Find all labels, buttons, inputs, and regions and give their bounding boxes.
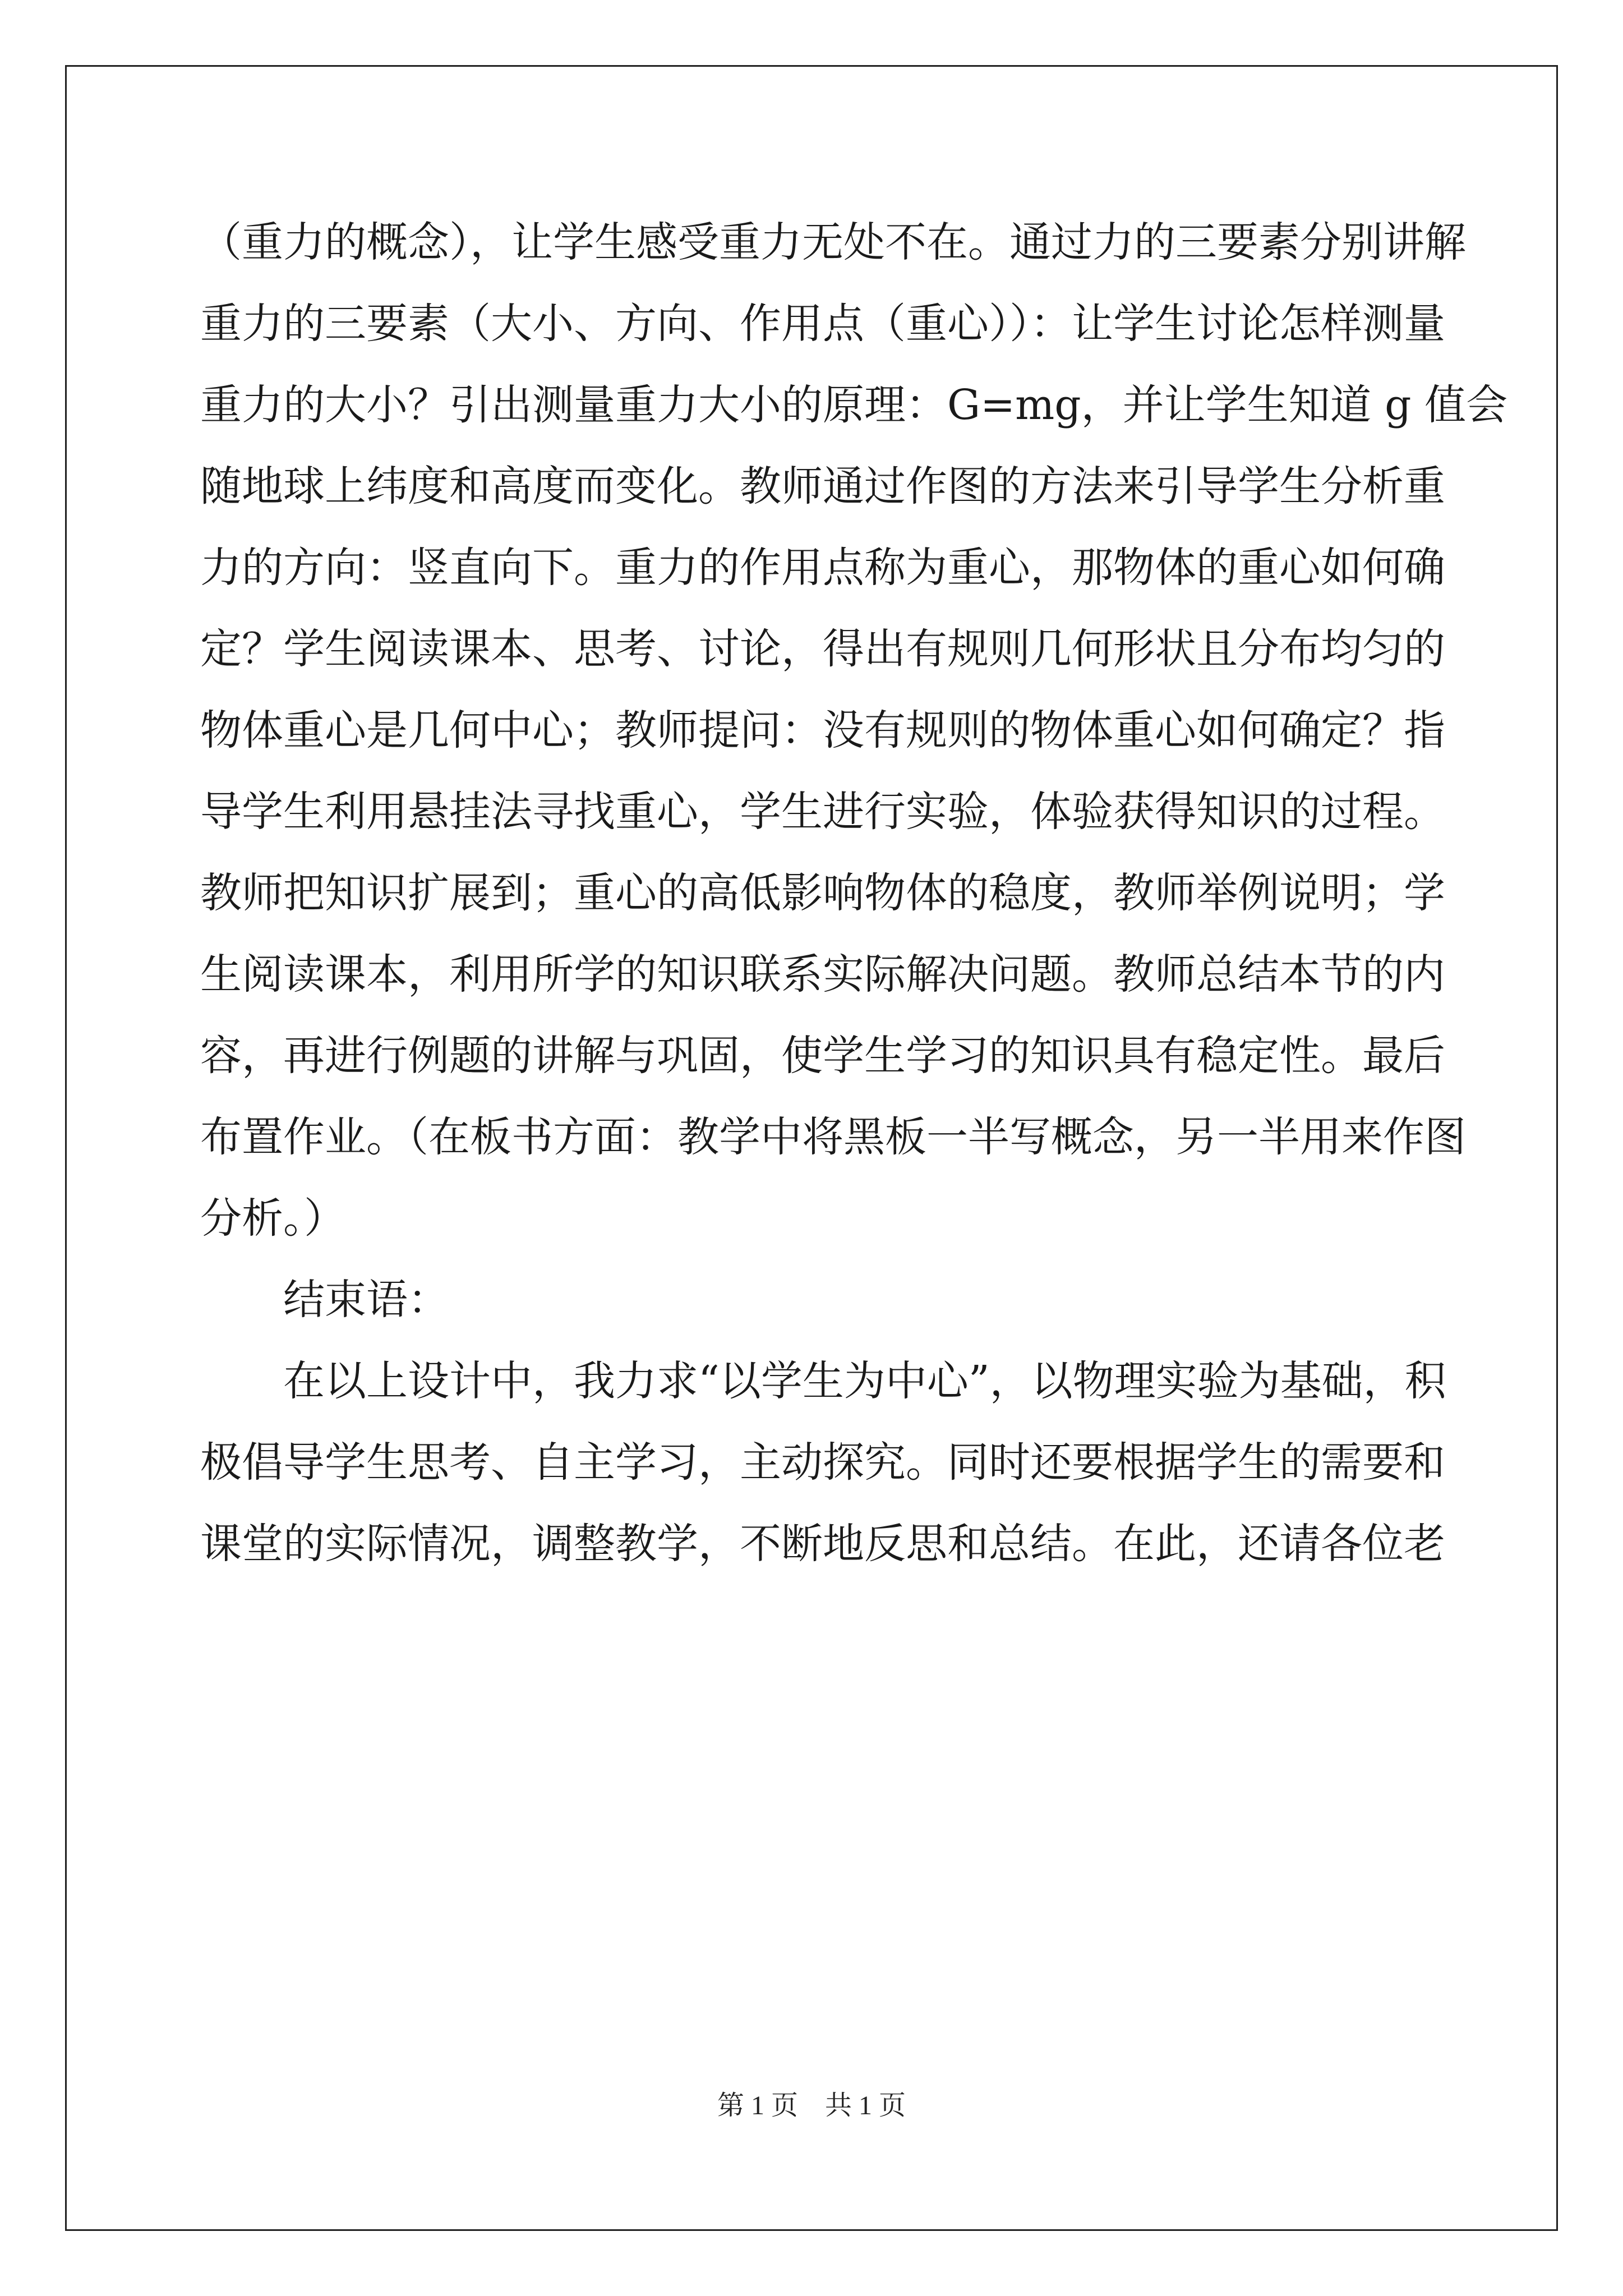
text-line: 力的方向：竖直向下。重力的作用点称为重心，那物体的重心如何确: [200, 544, 1445, 592]
paragraph-lesson-process: [200, 202, 1508, 1259]
text-line: 定？学生阅读课本、思考、讨论，得出有规则几何形状且分布均匀的: [200, 625, 1445, 673]
text-line: 极倡导学生思考、自主学习，主动探究。同时还要根据学生的需要和: [200, 1438, 1445, 1487]
text-line: 生阅读课本，利用所学的知识联系实际解决问题。教师总结本节的内: [200, 950, 1445, 999]
paragraph-conclusion: [200, 1341, 1446, 1585]
text-line: 容，再进行例题的讲解与巩固，使学生学习的知识具有稳定性。最后: [200, 1032, 1445, 1080]
text-line: （重力的概念），让学生感受重力无处不在。通过力的三要素分别讲解: [200, 218, 1466, 266]
text-line: 布置作业。（在板书方面：教学中将黑板一半写概念，另一半用来作图: [200, 1113, 1466, 1161]
text-line: 课堂的实际情况，调整教学，不断地反思和总结。在此，还请各位老: [200, 1520, 1445, 1568]
text-line: 重力的三要素（大小、方向、作用点（重心））：让学生讨论怎样测量: [200, 300, 1445, 348]
section-heading: 结束语：: [283, 1276, 449, 1324]
text-line: 重力的大小？引出测量重力大小的原理：G=mg，并让学生知道 g 值会: [200, 381, 1508, 429]
page-footer: 第 1 页 共 1 页: [717, 2091, 906, 2120]
text-line: 分析。）: [200, 1194, 345, 1243]
text-line: 导学生利用悬挂法寻找重心，学生进行实验，体验获得知识的过程。: [200, 788, 1445, 836]
text-line: 物体重心是几何中心；教师提问：没有规则的物体重心如何确定？指: [200, 706, 1445, 754]
text-line: 在以上设计中，我力求“以学生为中心”，以物理实验为基础，积: [283, 1357, 1446, 1405]
text-line: 教师把知识扩展到；重心的高低影响物体的稳度，教师举例说明；学: [200, 869, 1445, 917]
document-body: [200, 202, 1508, 1585]
text-line: 随地球上纬度和高度而变化。教师通过作图的方法来引导学生分析重: [200, 462, 1445, 510]
